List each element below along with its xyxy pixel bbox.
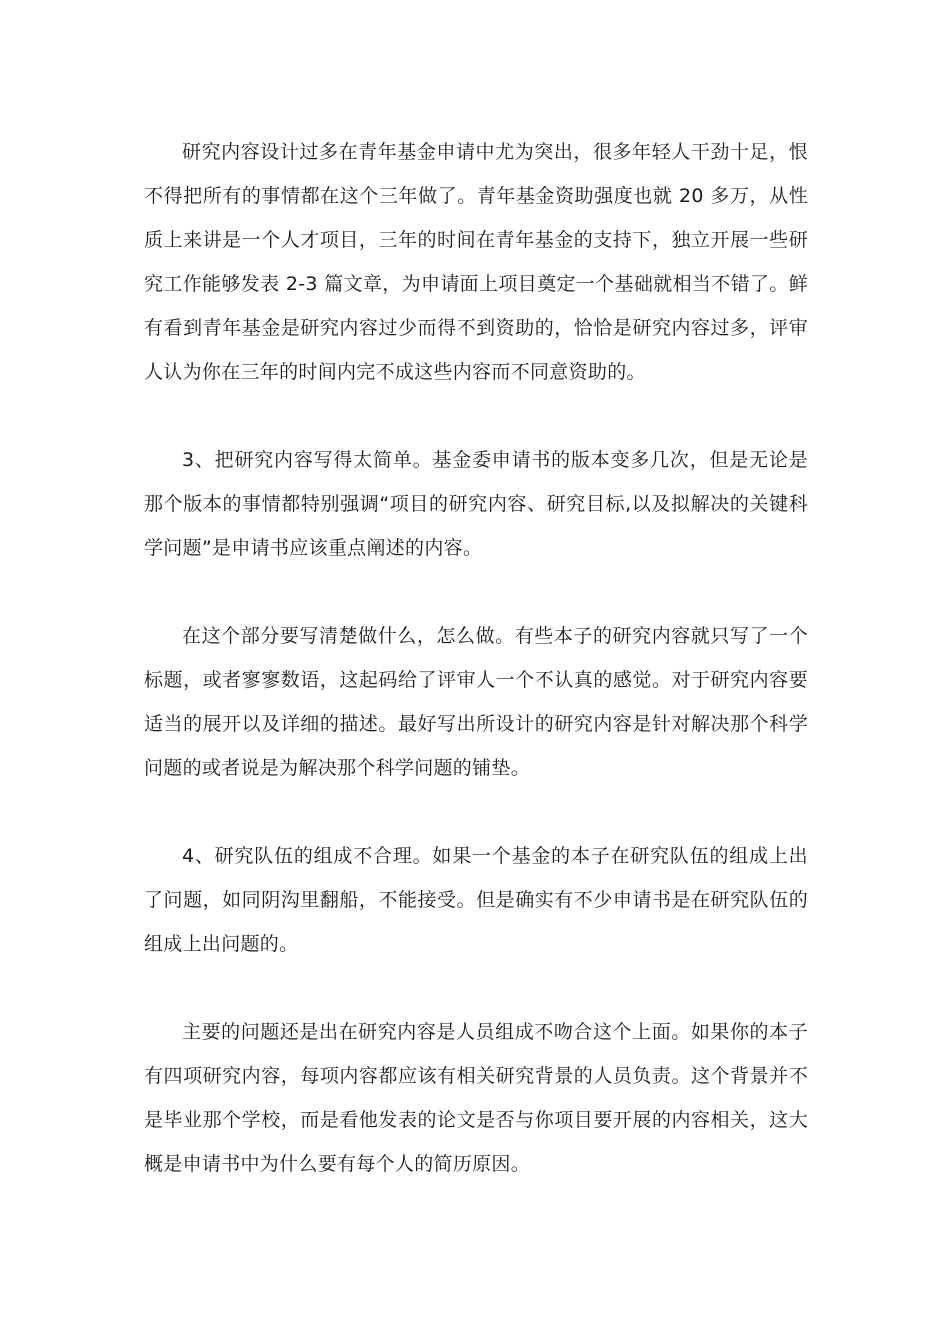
paragraph-team-mismatch: 主要的问题还是出在研究内容是人员组成不吻合这个上面。如果你的本子有四项研究内容，每项内容都应该有相关研究背景的人员负责。这个背景并不是毕业那个学校，而是看他发表的论文是否与你项目要开展的内容相关，这大概是申请书中为什么要有每个人的简历原因。 bbox=[144, 1021, 808, 1175]
paragraph-point-4-team-composition: 4、研究队伍的组成不合理。如果一个基金的本子在研究队伍的组成上出了问题，如同阴沟里翻船，不能接受。但是确实有不少申请书是在研究队伍的组成上出问题的。 bbox=[144, 845, 808, 955]
paragraph-write-clearly: 在这个部分要写清楚做什么，怎么做。有些本子的研究内容就只写了一个标题，或者寥寥数语，这起码给了评审人一个不认真的感觉。对于研究内容要适当的展开以及详细的描述。最好写出所设计的研究内容是针对解决那个科学问题的或者说是为解决那个科学问题的铺垫。 bbox=[144, 625, 808, 779]
document-page bbox=[144, 130, 808, 1186]
paragraph-point-3-too-simple: 3、把研究内容写得太简单。基金委申请书的版本变多几次，但是无论是那个版本的事情都特别强调“项目的研究内容、研究目标,以及拟解决的关键科学问题”是申请书应该重点阐述的内容。 bbox=[144, 449, 808, 559]
paragraph-research-content-overload: 研究内容设计过多在青年基金申请中尤为突出，很多年轻人干劲十足，恨不得把所有的事情都在这个三年做了。青年基金资助强度也就 20 多万，从性质上来讲是一个人才项目，三年的时间在青年基金的支持下，独立开展一些研究工作能够发表 2-3 篇文章，为申请面上项目奠定一个基础就相当不错了。鲜有看到青年基金是研究内容过少而得不到资助的，恰恰是研究内容过多，评审人认为你在三年的时间内完不成这些内容而不同意资助的。 bbox=[144, 141, 808, 383]
